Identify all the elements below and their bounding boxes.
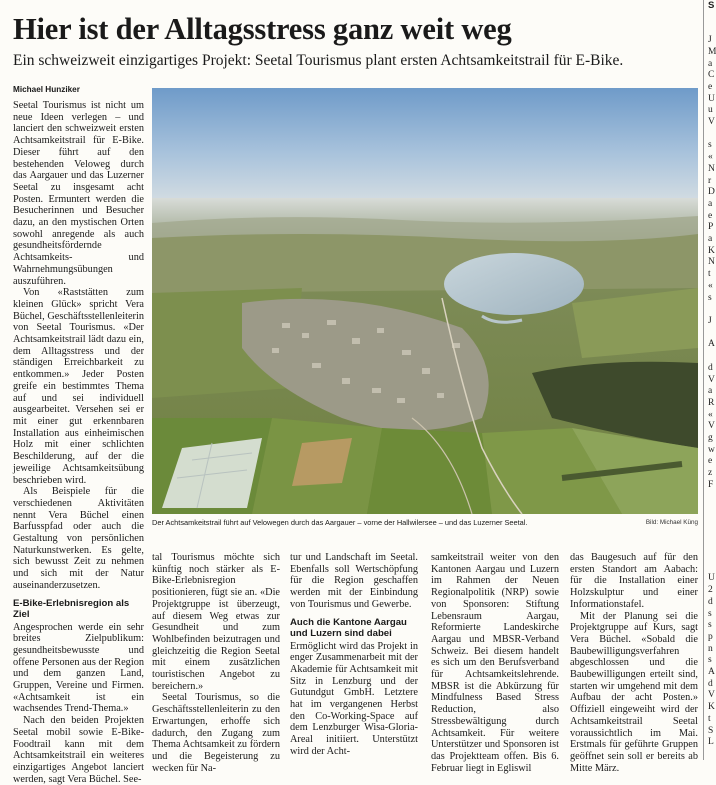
article-column-5 <box>570 552 698 774</box>
article-column-3 <box>290 552 418 755</box>
neighbor-line: S <box>708 725 714 736</box>
neighbor-line: u <box>708 105 713 116</box>
neighbor-line: d <box>708 678 713 689</box>
neighbor-line: U <box>708 573 715 584</box>
neighbor-line: N <box>708 257 715 268</box>
neighbor-line: C <box>708 70 715 81</box>
neighbor-line: a <box>708 386 713 397</box>
paragraph: tur und Landschaft im Seetal. Ebenfalls soll Wertschöpfung für die Region geschaffen werden mit der Einbindung von Tourismus und Gewerbe. <box>290 552 418 610</box>
paragraph: Ermöglicht wird das Projekt in enger Zusammenarbeit mit der Akademie für Achtsamkeit mit Sitz in Lenzburg und der Gutundgut GmbH. Letztere hat im vergangenen Herbst den Co-Working-Space auf dem Lenzburger Wisa-Gloria-Areal initiiert. Unterstützt wird der Acht- <box>290 640 418 757</box>
neighbor-line <box>708 538 716 550</box>
neighbor-line: t <box>708 269 711 280</box>
photo-caption: Der Achtsamkeitstrail führt auf Velowegen durch das Aargauer – vorne der Hallwilersee – und das Luzerner Seetal. <box>152 518 528 527</box>
article-column-4 <box>431 552 559 774</box>
neighbor-line: a <box>708 234 713 245</box>
paragraph: Seetal Tourismus ist nicht um neue Ideen verlegen – und lanciert den schweizweit ersten Achtsamkeitstrail für E-Bike. Dieser führt auf den bestehenden Veloweg durch das Aargauer und das Luzerner Seetal zu insgesamt acht Posten. Ermuntert werden die Besucherinnen und Besucher dazu, an den mystischen Orten sowohl anregende als auch gesundheitsfördernde Achtsamkeits- und Wahrnehmungsübungen auszuführen. <box>13 100 144 287</box>
neighbor-line: z <box>708 468 713 479</box>
neighbor-line: « <box>708 280 713 291</box>
neighbor-line <box>708 562 716 574</box>
neighbor-line: K <box>708 245 715 256</box>
article-column-1 <box>13 100 144 785</box>
neighbor-line: M <box>708 46 716 57</box>
neighbor-line: d <box>708 362 713 373</box>
paragraph: Angesprochen werde ein sehr breites Zielpublikum: gesundheitsbewusste und offene Personen aus der Region und dem ganzen Land, Gruppen, Vereine und Firmen. «Achtsamkeit ist ein wachsendes Trend-Thema.» <box>13 621 144 715</box>
article-author: Michael Hunziker <box>13 85 80 94</box>
paragraph: Von «Raststätten zum kleinen Glück» spricht Vera Büchel, Geschäftsstellenleiterin von Seetal Tourismus. «Der Achtsamkeitstrail lädt dazu ein, dem Alltagsstress und der ständigen Erreichbarkeit zu entkommen.» Jeder Posten greife ein bestimmtes Thema auf und sei individuell ausgearbeitet. Versehen sei er mit einer gut erkennbaren Installation aus einheimischen Holz mit einer schlichten Beschilderung, auf der die jeweilige Achtsamkeitsübung beschrieben wird. <box>13 287 144 486</box>
neighbor-line: d <box>708 596 713 607</box>
neighbor-line <box>708 23 716 35</box>
neighbor-line: w <box>708 444 715 455</box>
neighbor-line: L <box>708 737 714 748</box>
neighbor-line: e <box>708 210 713 221</box>
subheading: Auch die Kantone Aargau und Luzern sind dabei <box>290 616 407 640</box>
neighbor-line <box>708 527 716 539</box>
neighbor-line: e <box>708 81 713 92</box>
neighbor-line <box>708 351 716 363</box>
paragraph: Seetal Tourismus, so die Geschäftsstellenleiterin zu den Erwartungen, erhoffe sich dadurch, den Zugang zum Thema Achtsamkeit zu fördern und die Begeisterung zu wecken für Na- <box>152 692 280 774</box>
neighbor-line <box>708 503 716 515</box>
neighbor-article-edge <box>708 0 716 760</box>
neighbor-line: a <box>708 58 713 69</box>
neighbor-line <box>708 492 716 504</box>
neighbor-line: s <box>708 655 712 666</box>
neighbor-line: s <box>708 608 712 619</box>
article-column-2 <box>152 552 280 774</box>
neighbor-line: r <box>708 175 712 186</box>
neighbor-line: D <box>708 187 715 198</box>
neighbor-line: P <box>708 222 714 233</box>
neighbor-line <box>708 304 716 316</box>
paragraph: Mit der Planung sei die Projektgruppe auf Kurs, sagt Vera Büchel. «Sobald die Baubewilligungsverfahren abgeschlossen und die Baubewilligungen erteilt sind, starten wir umgehend mit dem Aufbau der acht Posten.» Offiziell eingeweiht wird der Achtsamkeitstrail Seetal voraussichtlich im Mai. Erstmals für geführte Gruppen geöffnet sein soll er bereits ab Mitte März. <box>570 610 698 774</box>
neighbor-line: S <box>708 0 715 11</box>
neighbor-line: K <box>708 702 715 713</box>
article-headline: Hier ist der Alltagsstress ganz weit weg <box>13 12 512 46</box>
neighbor-line: N <box>708 163 715 174</box>
neighbor-line: « <box>708 409 713 420</box>
neighbor-line: t <box>708 713 711 724</box>
neighbor-line: F <box>708 479 714 490</box>
neighbor-line: A <box>708 667 715 678</box>
neighbor-line: V <box>708 374 715 385</box>
neighbor-line: s <box>708 140 712 151</box>
paragraph: das Baugesuch auf für den ersten Standort am Aabach: für die Installation einer Holzskulptur und einer Informationstafel. <box>570 552 698 610</box>
neighbor-line: V <box>708 117 715 128</box>
neighbor-line <box>708 550 716 562</box>
paragraph: tal Tourismus möchte sich künftig noch stärker als E-Bike-Erlebnisregion positionieren, fügt sie an. «Die Projektgruppe ist überzeugt, auf diesem Weg etwas zur Gesundheit und zum Wohlbefinden beizutragen und gleichzeitig die Region Seetal mit einem zusätzlichen touristischen Angebot zu bereichern.» <box>152 552 280 692</box>
neighbor-line: s <box>708 620 712 631</box>
neighbor-line: J <box>708 315 712 326</box>
neighbor-line: p <box>708 631 713 642</box>
neighbor-line <box>708 129 716 141</box>
column-divider <box>703 0 704 760</box>
neighbor-line: s <box>708 292 712 303</box>
neighbor-line: R <box>708 397 715 408</box>
paragraph: Als Beispiele für die verschiedenen Aktivitäten nennt Vera Büchel einen Barfusspfad oder auch die Gestaltung von persönlichen Naturkunstwerken. Es gelte, sich bewusst Zeit zu nehmen und sich mit der Natur auseinanderzusetzen. <box>13 486 144 591</box>
neighbor-line: g <box>708 433 713 444</box>
paragraph: samkeitstrail weiter von den Kantonen Aargau und Luzern im Rahmen der Neuen Regionalpolitik (NRP) sowie von Sponsoren: Stiftung Lebensraum Aargau, Reformierte Landeskirche Aargau und MBSR-Verband Schweiz. Bei diesem handelt es sich um den Berufsverband für Achtsamkeitslehrende. MBSR ist die Abkürzung für Mindfulness Based Stress Reduction, also Stressbewältigung durch Achtsamkeit. Für weitere Unterstützer und Sponsoren ist das Projektteam offen. Bis 6. Februar liegt in Egliswil <box>431 552 559 774</box>
neighbor-line: e <box>708 456 713 467</box>
neighbor-line <box>708 328 716 340</box>
neighbor-line: A <box>708 339 715 350</box>
aerial-landscape-image <box>152 88 698 514</box>
neighbor-line: n <box>708 643 713 654</box>
neighbor-line <box>708 12 716 24</box>
neighbor-line <box>708 515 716 527</box>
neighbor-line: V <box>708 690 715 701</box>
photo-credit: Bild: Michael Küng <box>645 519 698 526</box>
neighbor-line: « <box>708 152 713 163</box>
paragraph: Nach den beiden Projekten Seetal mobil sowie E-Bike-Foodtrail kann mit dem Achtsamkeitstrail ein weiteres einzigartiges Angebot lanciert werden, sagt Vera Büchel. See- <box>13 715 144 785</box>
aerial-photo <box>152 88 698 514</box>
neighbor-line: 2 <box>708 585 713 596</box>
neighbor-line: U <box>708 93 715 104</box>
neighbor-line: a <box>708 198 713 209</box>
neighbor-line: J <box>708 35 712 46</box>
article-subline: Ein schweizweit einzigartiges Projekt: Seetal Tourismus plant ersten Achtsamkeitstrail für E-Bike. <box>13 52 624 69</box>
neighbor-line: V <box>708 421 715 432</box>
subheading: E-Bike-Erlebnisregion als Ziel <box>13 597 130 621</box>
